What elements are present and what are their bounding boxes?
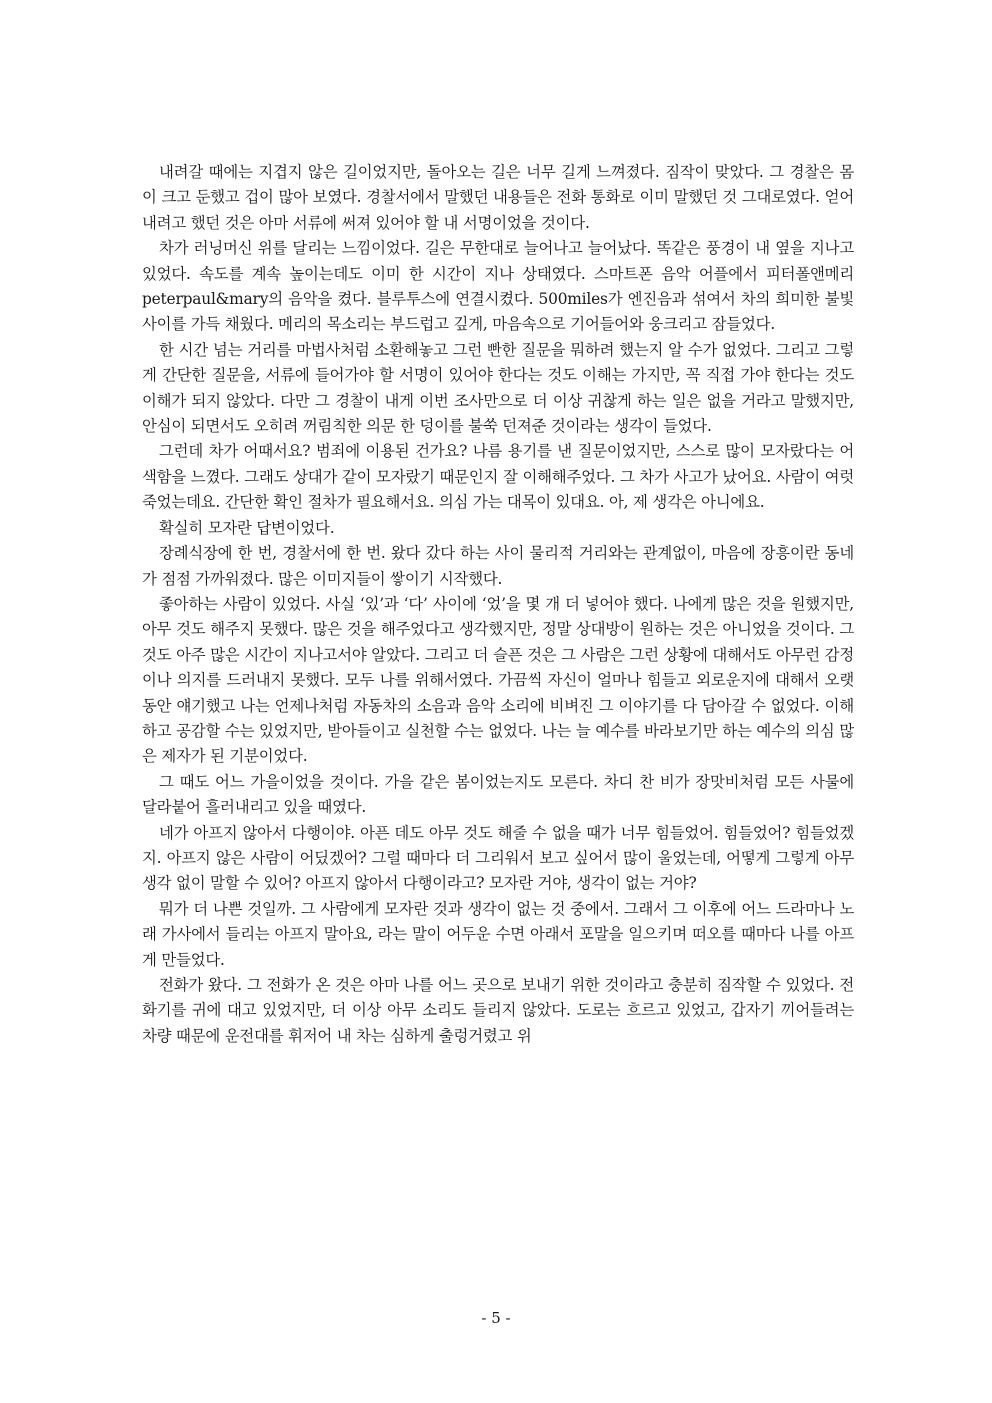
paragraph: 뭐가 더 나쁜 것일까. 그 사람에게 모자란 것과 생각이 없는 것 중에서. 그래서 그 이후에 어느 드라마나 노래 가사에서 들리는 아프지 말아요, 라는 말이 어두운 수면 아래서 포말을 일으키며 떠오를 때마다 나를 아프게 만들었다. (142, 899, 854, 969)
paragraph: 그 때도 어느 가을이었을 것이다. 가을 같은 봄이었는지도 모른다. 차디 찬 비가 장맛비처럼 모든 사물에 달라붙어 흘러내리고 있을 때였다. (142, 772, 854, 817)
paragraph: 전화가 왔다. 그 전화가 온 것은 아마 나를 어느 곳으로 보내기 위한 것이라고 충분히 짐작할 수 있었다. 전화기를 귀에 대고 있었지만, 더 이상 아무 소리도 들리지 않았다. 도로는 흐르고 있었고, 갑자기 끼어들려는 차량 때문에 운전대를 휘저어 내 차는 심하게 출렁거렸고 위 (142, 976, 854, 1045)
paragraph: 차가 러닝머신 위를 달리는 느낌이었다. 길은 무한대로 늘어나고 늘어났다. 똑같은 풍경이 내 옆을 지나고 있었다. 속도를 계속 높이는데도 이미 한 시간이 지나 상태였다. 스마트폰 음악 어플에서 피터폴앤메리peterpaul&mary의 음악을 켰다. 블루투스에 연결시켰다. 500miles가 엔진음과 섞여서 차의 희미한 불빛 사이를 가득 채웠다. 메리의 목소리는 부드럽고 깊게, 마음속으로 기어들어와 웅크리고 잠들었다. (142, 239, 854, 334)
page-number: - 5 - (481, 1309, 511, 1327)
paragraph: 확실히 모자란 답변이었다. (159, 518, 335, 537)
paragraph: 좋아하는 사람이 있었다. 사실 ‘있’과 ‘다’ 사이에 ‘었’을 몇 개 더 넣어야 했다. 나에게 많은 것을 원했지만, 아무 것도 해주지 못했다. 많은 것을 해주었다고 생각했지만, 정말 상대방이 원하는 것은 아니었을 것이다. 그것도 아주 많은 시간이 지나고서야 알았다. 그리고 더 슬픈 것은 그 사람은 그런 상황에 대해서도 아무런 감정이나 의지를 드러내지 못했다. 모두 나를 위해서였다. 가끔씩 자신이 얼마나 힘들고 외로운지에 대해서 오랫동안 얘기했고 나는 언제나처럼 자동차의 소음과 음악 소리에 비벼진 그 이야기를 다 담아갈 수 없었다. 이해하고 공감할 수는 있었지만, 받아들이고 실천할 수는 없었다. 나는 늘 예수를 바라보기만 하는 예수의 의심 많은 제자가 된 기분이었다. (142, 594, 854, 766)
body-text (142, 160, 854, 1049)
paragraph: 내려갈 때에는 지겹지 않은 길이었지만, 돌아오는 길은 너무 길게 느껴졌다. 짐작이 맞았다. 그 경찰은 몸이 크고 둔했고 겁이 많아 보였다. 경찰서에서 말했던 내용들은 전화 통화로 이미 말했던 것 그대로였다. 얻어내려고 했던 것은 아마 서류에 써져 있어야 할 내 서명이었을 것이다. (142, 163, 854, 232)
paragraph: 장례식장에 한 번, 경찰서에 한 번. 왔다 갔다 하는 사이 물리적 거리와는 관계없이, 마음에 장흥이란 동네가 점점 가까워졌다. 많은 이미지들이 쌓이기 시작했다. (142, 544, 854, 588)
paragraph: 네가 아프지 않아서 다행이야. 아픈 데도 아무 것도 해줄 수 없을 때가 너무 힘들었어. 힘들었어? 힘들었겠지. 아프지 않은 사람이 어딨겠어? 그럴 때마다 더 그리워서 보고 싶어서 많이 울었는데, 어떻게 그렇게 아무 생각 없이 말할 수 있어? 아프지 않아서 다행이라고? 모자란 거야, 생각이 없는 거야? (142, 823, 854, 893)
paragraph: 그런데 차가 어때서요? 범죄에 이용된 건가요? 나름 용기를 낸 질문이었지만, 스스로 많이 모자랐다는 어색함을 느꼈다. 그래도 상대가 같이 모자랐기 때문인지 잘 이해해주었다. 그 차가 사고가 났어요. 사람이 여럿 죽었는데요. 간단한 확인 절차가 필요해서요. 의심 가는 대목이 있대요. 아, 제 생각은 아니에요. (142, 442, 854, 512)
paragraph: 한 시간 넘는 거리를 마법사처럼 소환해놓고 그런 빤한 질문을 뭐하려 했는지 알 수가 없었다. 그리고 그렇게 간단한 질문을, 서류에 들어가야 할 서명이 있어야 한다는 것도 이해는 가지만, 꼭 직접 가야 한다는 것도 이해가 되지 않았다. 다만 그 경찰이 내게 이번 조사만으로 더 이상 귀찮게 하는 일은 없을 거라고 말했지만, 안심이 되면서도 오히려 꺼림칙한 의문 한 덩이를 불쑥 던져준 것이라는 생각이 들었다. (142, 340, 854, 436)
